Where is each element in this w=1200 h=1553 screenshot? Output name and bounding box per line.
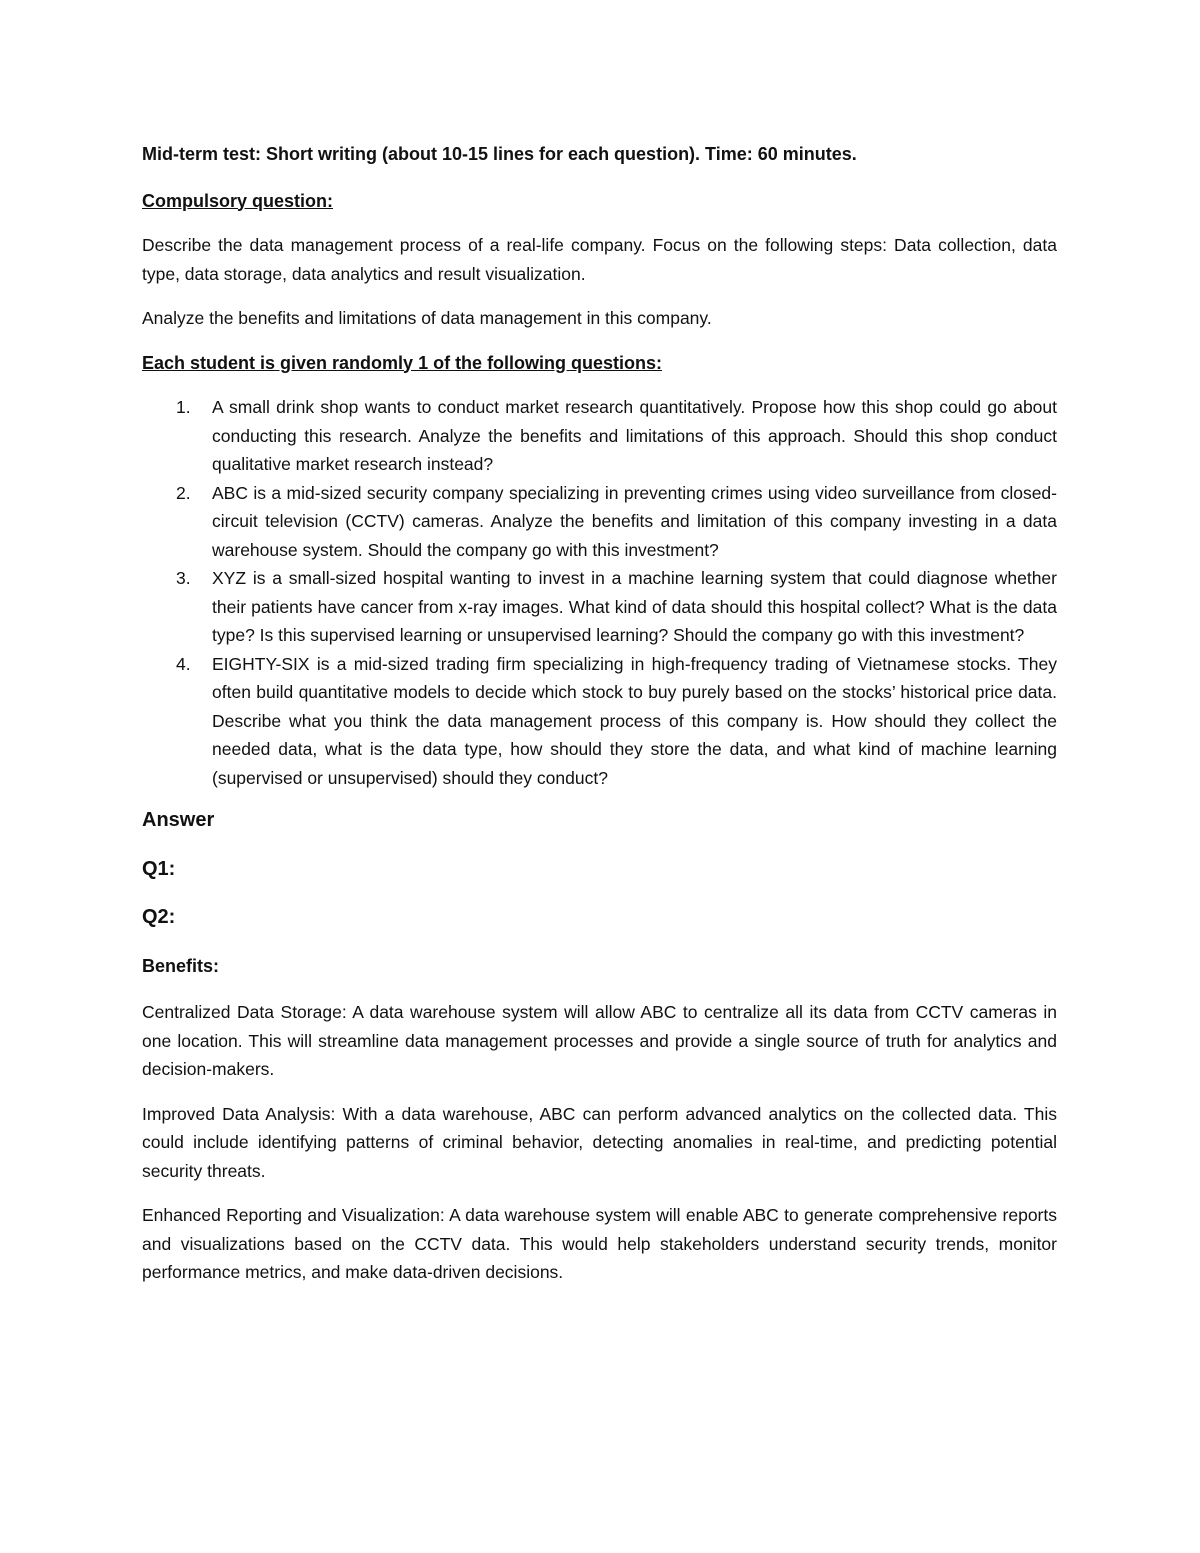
compulsory-paragraph: Analyze the benefits and limitations of data management in this company. bbox=[142, 308, 712, 328]
document-body bbox=[142, 140, 1057, 1303]
answer-heading: Answer bbox=[142, 809, 215, 831]
question-text: EIGHTY-SIX is a mid-sized trading firm specializing in high-frequency trading of Vietnamese stocks. They often build quantitative models to decide which stock to buy purely based on the stocks’ historical price data. Describe what you think the data management process of this company is. How should they collect the needed data, what is the data type, how should they store the data, and what kind of machine learning (supervised or unsupervised) should they conduct? bbox=[212, 653, 1057, 788]
benefit-paragraph: Improved Data Analysis: With a data warehouse, ABC can perform advanced analytics on the collected data. This could include identifying patterns of criminal behavior, detecting anomalies in real-time, and predicting potential security threats. bbox=[142, 1103, 1057, 1181]
question-list bbox=[142, 393, 1057, 792]
question-text: A small drink shop wants to conduct market research quantitatively. Propose how this shop could go about conducting this research. Analyze the benefits and limitations of this approach. Should this shop conduct qualitative market research instead? bbox=[212, 397, 1057, 474]
q1-label: Q1: bbox=[142, 857, 176, 880]
question-item bbox=[142, 393, 1057, 479]
question-item bbox=[142, 650, 1057, 793]
question-text: XYZ is a small-sized hospital wanting to invest in a machine learning system that could diagnose whether their patients have cancer from x-ray images. What kind of data should this hospital collect? What is the data type? Is this supervised learning or unsupervised learning? Should the company go with this investment? bbox=[212, 568, 1057, 645]
random-questions-heading: Each student is given randomly 1 of the following questions: bbox=[142, 352, 663, 373]
question-text: ABC is a mid-sized security company specializing in preventing crimes using video surveillance from closed-circuit television (CCTV) cameras. Analyze the benefits and limitation of this company investing in a data warehouse system. Should the company go with this investment? bbox=[212, 482, 1057, 560]
test-title: Mid-term test: Short writing (about 10-15 lines for each question). Time: 60 minutes. bbox=[142, 144, 857, 164]
question-item bbox=[142, 479, 1057, 565]
benefit-paragraph: Enhanced Reporting and Visualization: A data warehouse system will enable ABC to generate comprehensive reports and visualizations based on the CCTV data. This would help stakeholders understand security trends, monitor performance metrics, and make data-driven decisions. bbox=[142, 1205, 1057, 1282]
benefit-paragraph: Centralized Data Storage: A data warehouse system will allow ABC to centralize all its data from CCTV cameras in one location. This will streamline data management processes and provide a single source of truth for analytics and decision-makers. bbox=[142, 1002, 1057, 1079]
question-number: 2. bbox=[176, 482, 191, 503]
question-item bbox=[142, 564, 1057, 650]
question-number: 1. bbox=[176, 397, 191, 417]
q2-label: Q2: bbox=[142, 906, 176, 928]
question-number: 3. bbox=[176, 568, 191, 588]
benefits-heading: Benefits: bbox=[142, 955, 220, 976]
compulsory-heading: Compulsory question: bbox=[142, 190, 334, 211]
question-number: 4. bbox=[176, 653, 191, 674]
compulsory-paragraph: Describe the data management process of a real-life company. Focus on the following steps: Data collection, data type, data storage, data analytics and result visualization. bbox=[142, 235, 1057, 284]
